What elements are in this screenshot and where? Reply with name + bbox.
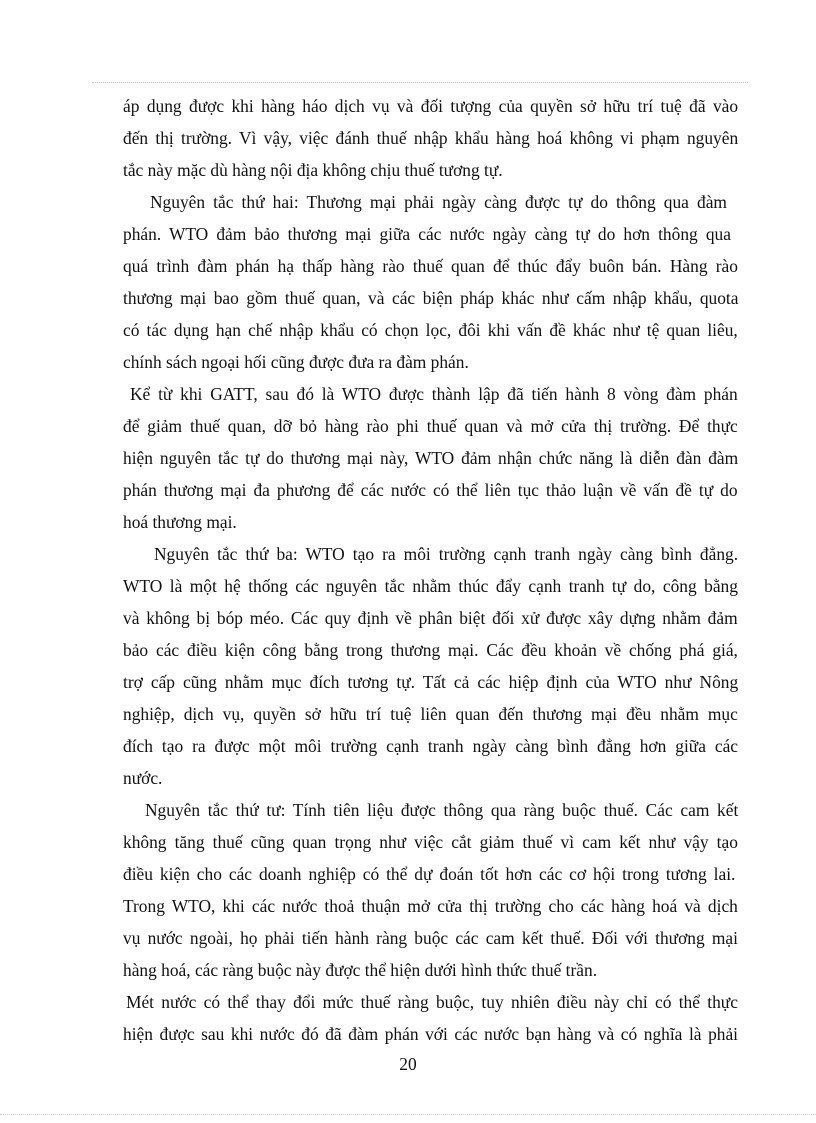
text-line: hiện được sau khi nước đó đã đàm phán với các nước bạn hàng và có nghĩa là phải	[123, 1024, 739, 1044]
text-line: và không bị bóp méo. Các quy định về phân biệt đối xử được xây dựng nhằm đảm	[123, 608, 738, 628]
text-line: thương mại bao gồm thuế quan, và các biện pháp khác như cấm nhập khẩu, quota	[123, 288, 739, 308]
text-line: điều kiện cho các doanh nghiệp có thể dự đoán tốt hơn các cơ hội trong tương lai.	[123, 864, 736, 884]
text-line: nghiệp, dịch vụ, quyền sở hữu trí tuệ liên quan đến thương mại đều nhằm mục	[123, 704, 738, 724]
page-border-bottom	[0, 1114, 816, 1115]
text-line: bảo các điều kiện công bằng trong thương mại. Các đều khoản về chống phá giá,	[123, 640, 738, 660]
text-line: vụ nước ngoài, họ phải tiến hành ràng buộc các cam kết thuế. Đối với thương mại	[123, 928, 738, 948]
text-line: hàng hoá, các ràng buộc này được thể hiện dưới hình thức thuế trần.	[123, 960, 598, 980]
text-line: không tăng thuế cũng quan trọng như việc cắt giảm thuế vì cam kết như vậy tạo	[123, 832, 738, 852]
text-line: Kể từ khi GATT, sau đó là WTO được thành lập đã tiến hành 8 vòng đàm phán	[130, 384, 738, 404]
text-line: hiện nguyên tắc tự do thương mại này, WTO đảm nhận chức năng là diễn đàn đàm	[123, 448, 739, 468]
text-line: đến thị trường. Vì vậy, việc đánh thuế nhập khẩu hàng hoá không vi phạm nguyên	[123, 128, 739, 148]
text-line: hoá thương mại.	[123, 512, 237, 532]
text-line: nước.	[123, 768, 163, 788]
text-line: phán. WTO đảm bảo thương mại giữa các nước ngày càng tự do hơn thông qua	[123, 224, 731, 244]
page-border-top	[92, 82, 748, 83]
text-line: Nguyên tắc thứ ba: WTO tạo ra môi trường cạnh tranh ngày càng bình đẳng.	[154, 544, 739, 564]
text-line: WTO là một hệ thống các nguyên tắc nhằm thúc đẩy cạnh tranh tự do, công bằng	[123, 576, 738, 596]
text-line: Trong WTO, khi các nước thoả thuận mở cửa thị trường cho các hàng hoá và dịch	[123, 896, 738, 916]
text-line: chính sách ngoại hối cũng được đưa ra đàm phán.	[123, 352, 469, 372]
text-line: đích tạo ra được một môi trường cạnh tranh ngày càng bình đẳng hơn giữa các	[123, 736, 739, 756]
text-line: quá trình đàm phán hạ thấp hàng rào thuế quan để thúc đẩy buôn bán. Hàng rào	[123, 256, 738, 276]
page-number: 20	[399, 1054, 417, 1074]
text-line: Mét nước có thể thay đổi mức thuế ràng buộc, tuy nhiên điều này chỉ có thể thực	[126, 992, 738, 1012]
text-line: phán thương mại đa phương để các nước có thể liên tục thảo luận về vấn đề tự do	[123, 480, 738, 500]
text-line: tắc này mặc dù hàng nội địa không chịu thuế tương tự.	[123, 160, 503, 180]
text-line: có tác dụng hạn chế nhập khẩu có chọn lọc, đôi khi vấn đề khác như tệ quan liêu,	[123, 320, 738, 340]
text-line: Nguyên tắc thứ hai: Thương mại phải ngày càng được tự do thông qua đàm	[150, 192, 727, 212]
text-line: trợ cấp cũng nhằm mục đích tương tự. Tất cả các hiệp định của WTO như Nông	[123, 672, 739, 692]
text-line: để giảm thuế quan, dỡ bỏ hàng rào phi thuế quan và mở cửa thị trường. Để thực	[123, 416, 738, 436]
text-line: áp dụng được khi hàng háo dịch vụ và đối tượng của quyền sở hữu trí tuệ đã vào	[123, 96, 739, 116]
text-line: Nguyên tắc thứ tư: Tính tiên liệu được thông qua ràng buộc thuế. Các cam kết	[145, 800, 739, 820]
